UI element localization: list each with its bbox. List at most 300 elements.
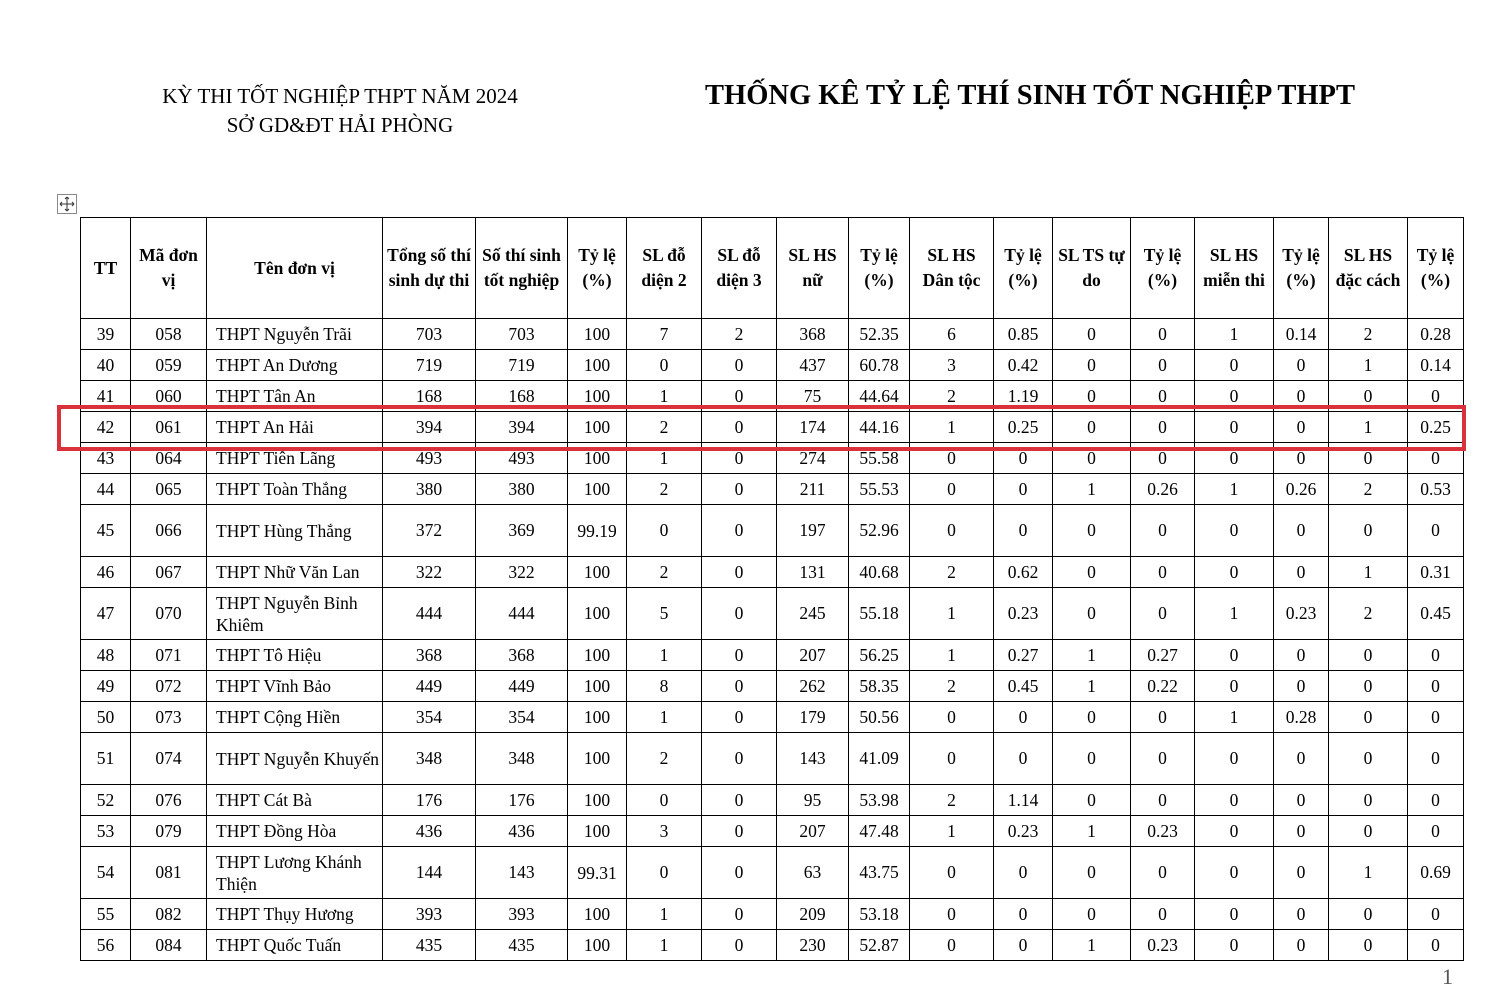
table-cell: THPT Cộng Hiền — [207, 702, 383, 733]
table-cell: 0 — [1274, 443, 1329, 474]
table-cell: 51 — [81, 733, 131, 785]
table-cell: 0 — [1053, 350, 1131, 381]
table-cell: 100 — [568, 588, 627, 640]
table-cell: 0 — [1329, 671, 1408, 702]
table-cell: 100 — [568, 671, 627, 702]
table-cell: 067 — [131, 557, 207, 588]
table-cell: 2 — [702, 319, 777, 350]
table-cell: 1 — [1195, 702, 1274, 733]
table-cell: 0 — [1195, 816, 1274, 847]
table-cell: 2 — [910, 557, 994, 588]
table-cell: 54 — [81, 847, 131, 899]
table-cell: 100 — [568, 412, 627, 443]
table-cell: 53.18 — [849, 899, 910, 930]
table-cell: 348 — [476, 733, 568, 785]
table-cell: 0 — [910, 702, 994, 733]
table-cell: 75 — [777, 381, 849, 412]
table-cell: 0 — [994, 733, 1053, 785]
table-cell: 0.27 — [994, 640, 1053, 671]
table-cell: 100 — [568, 930, 627, 961]
table-cell: 1 — [1195, 474, 1274, 505]
table-cell: 0 — [1053, 505, 1131, 557]
table-cell: 0 — [1274, 930, 1329, 961]
table-cell: 56 — [81, 930, 131, 961]
table-row — [81, 671, 1464, 702]
table-cell: 1 — [627, 381, 702, 412]
table-cell: 207 — [777, 640, 849, 671]
table-cell: 144 — [383, 847, 476, 899]
table-cell: 1 — [1195, 319, 1274, 350]
table-cell: 368 — [476, 640, 568, 671]
table-cell: 0 — [1053, 557, 1131, 588]
table-cell: 066 — [131, 505, 207, 557]
table-cell: 143 — [777, 733, 849, 785]
column-header: Tỷ lệ (%) — [1408, 218, 1464, 319]
table-row — [81, 816, 1464, 847]
table-cell: 436 — [476, 816, 568, 847]
table-cell: 1 — [627, 930, 702, 961]
table-cell: 49 — [81, 671, 131, 702]
table-cell: 1 — [1195, 588, 1274, 640]
table-cell: 076 — [131, 785, 207, 816]
table-cell: 99.31 — [568, 847, 627, 899]
column-header: Tỷ lệ (%) — [849, 218, 910, 319]
column-header: SL đỗ diện 2 — [627, 218, 702, 319]
table-cell: 58.35 — [849, 671, 910, 702]
table-cell: 0 — [910, 443, 994, 474]
table-cell: 230 — [777, 930, 849, 961]
table-cell: 0 — [1195, 381, 1274, 412]
table-cell: 082 — [131, 899, 207, 930]
table-cell: 703 — [476, 319, 568, 350]
table-cell: 1 — [627, 702, 702, 733]
table-cell: 061 — [131, 412, 207, 443]
table-cell: 95 — [777, 785, 849, 816]
table-cell: 2 — [627, 474, 702, 505]
table-cell: 0 — [1329, 443, 1408, 474]
table-cell: 0 — [1053, 319, 1131, 350]
table-cell: 3 — [910, 350, 994, 381]
table-cell: 1 — [1329, 350, 1408, 381]
table-cell: 2 — [627, 733, 702, 785]
table-cell: 40.68 — [849, 557, 910, 588]
table-cell: 0 — [1329, 381, 1408, 412]
table-cell: 0 — [627, 785, 702, 816]
table-cell: 435 — [383, 930, 476, 961]
table-cell: 274 — [777, 443, 849, 474]
table-cell: 0 — [910, 505, 994, 557]
table-cell: 0 — [702, 785, 777, 816]
column-header: Tỷ lệ (%) — [1274, 218, 1329, 319]
table-cell: 211 — [777, 474, 849, 505]
table-cell: THPT Hùng Thắng — [207, 505, 383, 557]
table-cell: 100 — [568, 381, 627, 412]
table-cell: 0 — [1053, 733, 1131, 785]
table-cell: 436 — [383, 816, 476, 847]
table-cell: 44 — [81, 474, 131, 505]
table-cell: 0 — [627, 350, 702, 381]
table-cell: 0 — [1053, 381, 1131, 412]
table-cell: 0 — [1329, 816, 1408, 847]
table-cell: 060 — [131, 381, 207, 412]
table-cell: 100 — [568, 785, 627, 816]
table-row — [81, 474, 1464, 505]
table-cell: 0.23 — [994, 816, 1053, 847]
table-cell: 2 — [910, 381, 994, 412]
table-row — [81, 847, 1464, 899]
table-cell: 100 — [568, 733, 627, 785]
table-cell: 176 — [383, 785, 476, 816]
table-cell: 53 — [81, 816, 131, 847]
table-cell: 2 — [1329, 588, 1408, 640]
table-cell: 0 — [702, 847, 777, 899]
table-cell: 0 — [1195, 899, 1274, 930]
table-cell: 0.25 — [994, 412, 1053, 443]
table-cell: 0.28 — [1274, 702, 1329, 733]
table-cell: 081 — [131, 847, 207, 899]
table-cell: 0 — [1195, 557, 1274, 588]
table-cell: 058 — [131, 319, 207, 350]
table-cell: 1 — [1329, 847, 1408, 899]
table-cell: 0 — [1329, 785, 1408, 816]
table-cell: 1 — [627, 443, 702, 474]
table-cell: 52 — [81, 785, 131, 816]
table-row — [81, 350, 1464, 381]
table-cell: 1 — [1053, 474, 1131, 505]
table-cell: 393 — [383, 899, 476, 930]
table-cell: 0 — [1195, 671, 1274, 702]
table-cell: 0 — [1274, 816, 1329, 847]
table-cell: 100 — [568, 350, 627, 381]
table-cell: 0 — [1274, 733, 1329, 785]
table-cell: 0 — [702, 640, 777, 671]
column-header: SL HS miễn thi — [1195, 218, 1274, 319]
table-cell: 0.27 — [1131, 640, 1195, 671]
table-row — [81, 785, 1464, 816]
table-cell: 444 — [476, 588, 568, 640]
page-number: 1 — [1442, 964, 1453, 989]
table-cell: 322 — [476, 557, 568, 588]
table-cell: 437 — [777, 350, 849, 381]
table-cell: 070 — [131, 588, 207, 640]
table-cell: 0 — [627, 505, 702, 557]
table-cell: 372 — [383, 505, 476, 557]
table-cell: 0 — [702, 702, 777, 733]
table-cell: 100 — [568, 640, 627, 671]
table-cell: 380 — [476, 474, 568, 505]
table-cell: 435 — [476, 930, 568, 961]
table-cell: 0 — [702, 474, 777, 505]
highlight-box — [57, 405, 1466, 451]
table-cell: 0 — [1274, 412, 1329, 443]
table-cell: 1 — [910, 640, 994, 671]
table-cell: 0.45 — [1408, 588, 1464, 640]
table-cell: 131 — [777, 557, 849, 588]
column-header: SL đỗ diện 3 — [702, 218, 777, 319]
table-cell: 0 — [1195, 733, 1274, 785]
table-cell: 55 — [81, 899, 131, 930]
table-cell: 52.35 — [849, 319, 910, 350]
table-cell: 1 — [1053, 930, 1131, 961]
table-cell: 0 — [1408, 640, 1464, 671]
table-cell: 449 — [476, 671, 568, 702]
column-header: SL HS đặc cách — [1329, 218, 1408, 319]
column-header: SL HS Dân tộc — [910, 218, 994, 319]
table-cell: 209 — [777, 899, 849, 930]
department-name: SỞ GD&ĐT HẢI PHÒNG — [226, 113, 454, 137]
table-cell: 7 — [627, 319, 702, 350]
table-cell: 0.26 — [1274, 474, 1329, 505]
table-cell: 0.25 — [1408, 412, 1464, 443]
table-cell: 0 — [1408, 733, 1464, 785]
table-cell: 0 — [1053, 785, 1131, 816]
table-cell: THPT Tiên Lãng — [207, 443, 383, 474]
table-cell: 0 — [1274, 671, 1329, 702]
table-cell: 0.23 — [1131, 930, 1195, 961]
table-cell: 0 — [994, 899, 1053, 930]
table-cell: 56.25 — [849, 640, 910, 671]
table-cell: 0.42 — [994, 350, 1053, 381]
column-header: Tỷ lệ (%) — [994, 218, 1053, 319]
table-cell: 0 — [1274, 899, 1329, 930]
table-cell: 0 — [1274, 381, 1329, 412]
table-cell: 0 — [1408, 785, 1464, 816]
table-cell: 2 — [910, 785, 994, 816]
table-cell: 0 — [1274, 640, 1329, 671]
table-cell: 100 — [568, 816, 627, 847]
table-cell: 065 — [131, 474, 207, 505]
table-cell: THPT Cát Bà — [207, 785, 383, 816]
table-cell: 0 — [1195, 443, 1274, 474]
table-cell: 0 — [702, 733, 777, 785]
table-cell: 100 — [568, 443, 627, 474]
table-cell: 0.85 — [994, 319, 1053, 350]
table-cell: 2 — [627, 412, 702, 443]
table-cell: 0 — [1274, 847, 1329, 899]
table-cell: 174 — [777, 412, 849, 443]
table-header-row — [81, 218, 1464, 319]
table-cell: 41 — [81, 381, 131, 412]
table-cell: 0 — [702, 588, 777, 640]
table-cell: 0 — [1195, 505, 1274, 557]
table-cell: 0 — [1329, 505, 1408, 557]
column-header: Số thí sinh tốt nghiệp — [476, 218, 568, 319]
table-move-handle-icon[interactable] — [57, 194, 77, 214]
table-cell: 1 — [1329, 557, 1408, 588]
table-cell: 2 — [910, 671, 994, 702]
table-cell: 55.53 — [849, 474, 910, 505]
table-cell: 0 — [627, 847, 702, 899]
table-cell: 0 — [1408, 381, 1464, 412]
table-cell: 43.75 — [849, 847, 910, 899]
table-cell: 0 — [1053, 702, 1131, 733]
document-title: THỐNG KÊ TỶ LỆ THÍ SINH TỐT NGHIỆP THPT — [705, 80, 1355, 111]
table-cell: 63 — [777, 847, 849, 899]
table-cell: 064 — [131, 443, 207, 474]
table-cell: THPT Lương Khánh Thiện — [207, 847, 383, 899]
table-cell: 168 — [383, 381, 476, 412]
table-cell: 0 — [1131, 899, 1195, 930]
exam-header — [130, 82, 550, 140]
table-cell: 43 — [81, 443, 131, 474]
table-cell: 0 — [702, 930, 777, 961]
table-cell: 0 — [910, 899, 994, 930]
table-cell: 0 — [910, 474, 994, 505]
table-cell: 0 — [702, 505, 777, 557]
table-cell: 0 — [1131, 350, 1195, 381]
table-cell: 0 — [1329, 702, 1408, 733]
table-cell: 1 — [910, 588, 994, 640]
table-cell: 703 — [383, 319, 476, 350]
table-cell: 1 — [627, 640, 702, 671]
table-row — [81, 733, 1464, 785]
table-cell: 1 — [1053, 671, 1131, 702]
table-cell: 0 — [702, 899, 777, 930]
table-cell: THPT Toàn Thắng — [207, 474, 383, 505]
table-cell: THPT Thụy Hương — [207, 899, 383, 930]
table-cell: 0 — [994, 443, 1053, 474]
table-row — [81, 588, 1464, 640]
table-cell: 368 — [383, 640, 476, 671]
table-cell: 45 — [81, 505, 131, 557]
table-cell: 0 — [1195, 847, 1274, 899]
table-cell: 0 — [1329, 930, 1408, 961]
table-cell: THPT Đồng Hòa — [207, 816, 383, 847]
table-cell: 44.64 — [849, 381, 910, 412]
table-cell: 1 — [910, 412, 994, 443]
table-cell: THPT Nguyễn Trãi — [207, 319, 383, 350]
column-header: Tên đơn vị — [207, 218, 383, 319]
table-cell: 322 — [383, 557, 476, 588]
table-cell: 0 — [1131, 319, 1195, 350]
table-cell: 100 — [568, 557, 627, 588]
table-cell: 55.58 — [849, 443, 910, 474]
table-cell: 0 — [1131, 733, 1195, 785]
table-row — [81, 702, 1464, 733]
table-cell: 0 — [702, 443, 777, 474]
table-cell: 0.23 — [1274, 588, 1329, 640]
table-cell: 354 — [476, 702, 568, 733]
table-cell: 176 — [476, 785, 568, 816]
table-cell: 0 — [1195, 930, 1274, 961]
table-cell: 53.98 — [849, 785, 910, 816]
table-row — [81, 319, 1464, 350]
table-cell: 8 — [627, 671, 702, 702]
table-cell: 48 — [81, 640, 131, 671]
table-cell: 40 — [81, 350, 131, 381]
table-cell: 42 — [81, 412, 131, 443]
table-cell: THPT Nguyễn Bỉnh Khiêm — [207, 588, 383, 640]
table-cell: 369 — [476, 505, 568, 557]
table-cell: 262 — [777, 671, 849, 702]
table-cell: 3 — [627, 816, 702, 847]
table-cell: THPT Nguyễn Khuyến — [207, 733, 383, 785]
table-cell: 41.09 — [849, 733, 910, 785]
table-cell: 50 — [81, 702, 131, 733]
table-cell: 0 — [1408, 671, 1464, 702]
table-cell: 0 — [1053, 899, 1131, 930]
table-cell: 0.62 — [994, 557, 1053, 588]
table-cell: 071 — [131, 640, 207, 671]
table-cell: 0 — [702, 350, 777, 381]
table-cell: THPT An Dương — [207, 350, 383, 381]
table-cell: 493 — [476, 443, 568, 474]
table-cell: 1.19 — [994, 381, 1053, 412]
table-cell: 0 — [1329, 640, 1408, 671]
table-cell: 0 — [1053, 847, 1131, 899]
table-cell: 1 — [1053, 640, 1131, 671]
exam-title: KỲ THI TỐT NGHIỆP THPT NĂM 2024 — [162, 84, 518, 108]
table-cell: 073 — [131, 702, 207, 733]
table-row — [81, 640, 1464, 671]
table-cell: 5 — [627, 588, 702, 640]
table-cell: 0 — [1131, 557, 1195, 588]
table-cell: 0 — [910, 733, 994, 785]
table-cell: 100 — [568, 474, 627, 505]
table-cell: 0 — [994, 930, 1053, 961]
table-cell: 197 — [777, 505, 849, 557]
table-cell: 100 — [568, 899, 627, 930]
table-cell: 6 — [910, 319, 994, 350]
table-cell: 0 — [1408, 899, 1464, 930]
table-cell: 0 — [1408, 505, 1464, 557]
table-cell: 0 — [1274, 557, 1329, 588]
table-row — [81, 557, 1464, 588]
column-header: TT — [81, 218, 131, 319]
table-cell: 0.23 — [1131, 816, 1195, 847]
table-row — [81, 930, 1464, 961]
table-cell: 47 — [81, 588, 131, 640]
table-cell: 0 — [1408, 816, 1464, 847]
table-cell: 2 — [627, 557, 702, 588]
column-header: Mã đơn vị — [131, 218, 207, 319]
table-cell: 0 — [702, 816, 777, 847]
table-cell: 0 — [994, 505, 1053, 557]
table-cell: 1.14 — [994, 785, 1053, 816]
table-cell: 1 — [910, 816, 994, 847]
column-header: Tổng số thí sinh dự thi — [383, 218, 476, 319]
table-cell: 0.26 — [1131, 474, 1195, 505]
table-cell: 0 — [1131, 381, 1195, 412]
table-cell: 207 — [777, 816, 849, 847]
table-cell: 0 — [1131, 588, 1195, 640]
column-header: SL TS tự do — [1053, 218, 1131, 319]
table-cell: 0 — [1053, 412, 1131, 443]
table-cell: 100 — [568, 319, 627, 350]
table-cell: 50.56 — [849, 702, 910, 733]
table-cell: 0 — [1195, 350, 1274, 381]
table-cell: 0 — [1274, 350, 1329, 381]
table-cell: 0.53 — [1408, 474, 1464, 505]
table-cell: 52.87 — [849, 930, 910, 961]
table-cell: 0 — [702, 381, 777, 412]
table-cell: 072 — [131, 671, 207, 702]
table-cell: 394 — [383, 412, 476, 443]
table-cell: 394 — [476, 412, 568, 443]
table-cell: 354 — [383, 702, 476, 733]
table-cell: 0 — [910, 930, 994, 961]
table-cell: 368 — [777, 319, 849, 350]
column-header: SL HS nữ — [777, 218, 849, 319]
table-cell: 0 — [1329, 733, 1408, 785]
table-cell: 449 — [383, 671, 476, 702]
table-cell: 079 — [131, 816, 207, 847]
table-cell: THPT Vĩnh Bảo — [207, 671, 383, 702]
statistics-table — [80, 217, 1464, 961]
table-cell: 493 — [383, 443, 476, 474]
table-cell: 0.69 — [1408, 847, 1464, 899]
table-cell: 0 — [994, 847, 1053, 899]
